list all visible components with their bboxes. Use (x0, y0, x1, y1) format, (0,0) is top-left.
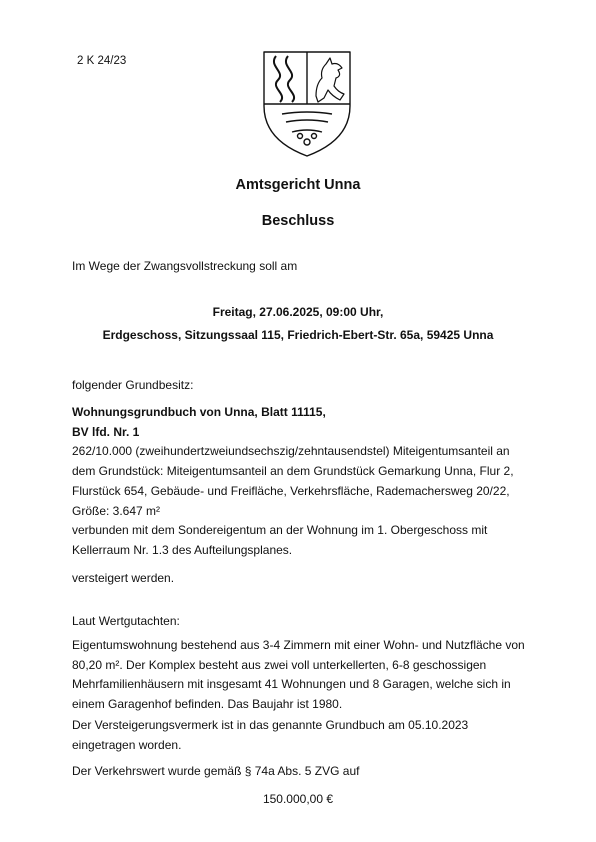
description-line: Größe: 3.647 m² (72, 503, 161, 518)
auction-date: Freitag, 27.06.2025, 09:00 Uhr, (212, 305, 384, 319)
appraisal-line: einem Garagenhof befinden. Das Baujahr ist 1980. (72, 697, 343, 712)
description-line: Flurstück 654, Gebäude- und Freifläche, Verkehrsfläche, Rademachersweg 20/22, (72, 483, 510, 498)
market-value: 150.000,00 € (262, 792, 334, 806)
auction-location: Erdgeschoss, Sitzungssaal 115, Friedrich-Ebert-Str. 65a, 59425 Unna (102, 328, 494, 342)
state-coat-of-arms-icon (258, 48, 356, 160)
description-line: Kellerraum Nr. 1.3 des Aufteilungsplanes. (72, 542, 293, 557)
case-number: 2 K 24/23 (77, 55, 127, 67)
description-line: verbunden mit dem Sondereigentum an der Wohnung im 1. Obergeschoss mit (72, 523, 488, 538)
description-line: dem Grundstück: Miteigentumsanteil an dem Grundstück Gemarkung Unna, Flur 2, (72, 464, 514, 479)
property-intro: folgender Grundbesitz: (72, 378, 194, 392)
land-register: Wohnungsgrundbuch von Unna, Blatt 11115, (72, 405, 326, 419)
market-value-intro: Der Verkehrswert wurde gemäß § 74a Abs. 5 ZVG auf (72, 764, 360, 778)
appraisal-heading: Laut Wertgutachten: (72, 614, 180, 628)
document-type: Beschluss (261, 213, 335, 229)
registration-line: eingetragen worden. (72, 737, 182, 752)
appraisal-line: 80,20 m². Der Komplex besteht aus zwei voll unterkellerten, 6-8 geschossigen (72, 657, 487, 672)
auction-intro: Im Wege der Zwangsvollstreckung soll am (72, 259, 298, 273)
appraisal-line: Mehrfamilienhäusern mit insgesamt 41 Wohnungen und 8 Garagen, welche sich in (72, 677, 511, 692)
description-line: 262/10.000 (zweihundertzweiundsechszig/zehntausendstel) Miteigentumsanteil an (72, 444, 510, 459)
appraisal-line: Eigentumswohnung bestehend aus 3-4 Zimmern mit einer Wohn- und Nutzfläche von (72, 638, 525, 652)
registration-note (72, 716, 532, 755)
appraisal-description (72, 636, 532, 715)
bv-number: BV lfd. Nr. 1 (72, 424, 140, 439)
registration-line: Der Versteigerungsvermerk ist in das genannte Grundbuch am 05.10.2023 (72, 718, 469, 732)
property-description (72, 403, 532, 561)
property-closing: versteigert werden. (72, 571, 175, 585)
court-name: Amtsgericht Unna (235, 177, 361, 193)
